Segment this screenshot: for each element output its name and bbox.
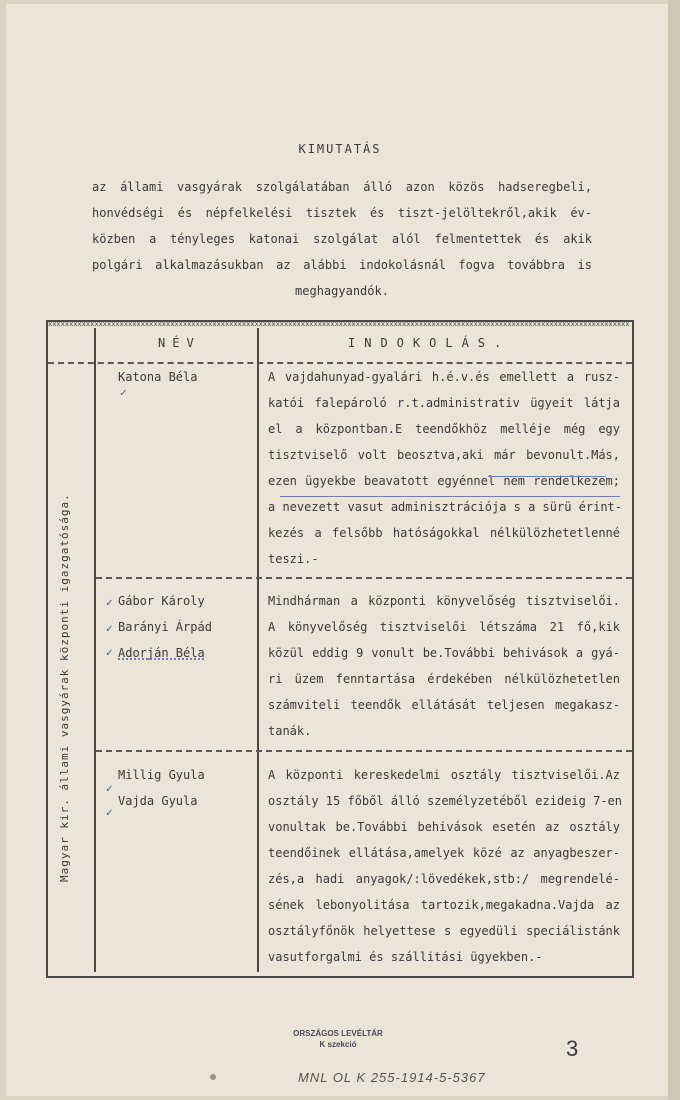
stamp-line: K szekció bbox=[319, 1040, 357, 1049]
row-names bbox=[118, 766, 205, 818]
punch-hole bbox=[210, 1074, 216, 1080]
row-separator bbox=[96, 577, 632, 579]
intro-line: meghagyandók. bbox=[295, 284, 389, 298]
pencil-check-mark: ✓ bbox=[120, 386, 127, 399]
reason-line: teendőinek ellátása,amelyek közé az anyagbeszer- bbox=[268, 846, 620, 860]
reason-line: sének lebonyolitása tartozik,megakadna.Vajda az bbox=[268, 898, 620, 912]
reason-line: ezen ügyekbe beavatott egyénnel nem rendelkezem; bbox=[268, 474, 620, 488]
reason-line: számviteli teendők ellátását teljesen megakasz- bbox=[268, 698, 620, 712]
intro-line: az állami vasgyárak szolgálatában álló azon közös hadseregbeli, bbox=[92, 180, 592, 194]
page-number: 3 bbox=[566, 1036, 579, 1061]
reason-line: zés,a hadi anyagok/:lövedékek,stb:/ megrendelé- bbox=[268, 872, 620, 886]
stamp-line: ORSZÁGOS LEVÉLTÁR bbox=[293, 1029, 383, 1038]
side-label: Magyar kir. állami vasgyárak központi igazgatósága. bbox=[58, 493, 71, 882]
reason-line: A központi kereskedelmi osztály tisztviselői.Az bbox=[268, 768, 620, 782]
reason-line: teszi.- bbox=[268, 552, 319, 566]
table-header-row bbox=[48, 322, 632, 364]
reason-line: vonultak be.További behivások esetén az osztály bbox=[268, 820, 620, 834]
document-title: KIMUTATÁS bbox=[298, 142, 382, 156]
reason-line: kezés a felsőbb hatóságokkal nélkülözhetetlenné bbox=[268, 526, 620, 540]
column-divider bbox=[257, 328, 259, 972]
archive-stamp bbox=[268, 1028, 408, 1050]
pencil-check-mark: ✓ bbox=[106, 782, 113, 795]
intro-paragraph bbox=[92, 178, 592, 308]
reason-line: vasutforgalmi és szállitási ügyekben.- bbox=[268, 950, 543, 964]
sheet-edge bbox=[668, 0, 680, 1100]
reason-line: közül eddig 9 vonult be.További behivások a gyá- bbox=[268, 646, 620, 660]
officer-name: Vajda Gyula bbox=[118, 794, 198, 808]
header-reason: INDOKOLÁS. bbox=[348, 336, 511, 350]
intro-line: polgári alkalmazásukban az alábbi indokolásnál fogva továbbra is bbox=[92, 258, 592, 272]
reason-line: a nevezett vasut adminisztrációja s a sürü érint- bbox=[268, 500, 623, 514]
row-separator bbox=[96, 750, 632, 752]
reason-line: katói falepároló r.t.administrativ ügyeit látja bbox=[268, 396, 620, 410]
pencil-underline bbox=[118, 658, 204, 660]
reason-line: Mindhárman a központi könyvelőség tisztviselői. bbox=[268, 594, 620, 608]
reason-line: ri üzem fenntartása érdekében nélkülözhetetlen bbox=[268, 672, 620, 686]
row-reason bbox=[268, 766, 623, 974]
officers-table bbox=[46, 320, 634, 978]
pencil-check-mark: ✓ bbox=[106, 806, 113, 819]
reason-line: osztály 15 főből álló személyzetéből ezideig 7-en bbox=[268, 794, 623, 808]
pencil-check-mark: ✓ bbox=[106, 622, 113, 635]
pencil-underline bbox=[280, 496, 620, 497]
reason-line: el a központban.E teendőkhöz melléje még egy bbox=[268, 422, 620, 436]
officer-name: Adorján Béla bbox=[118, 646, 205, 660]
header-name: NÉV bbox=[158, 336, 201, 350]
reason-line: A könyvelőség tisztviselői létszáma 21 fő,kik bbox=[268, 620, 620, 634]
reason-line: A vajdahunyad-gyalári h.é.v.és emellett a rusz- bbox=[268, 370, 620, 384]
row-reason bbox=[268, 592, 620, 748]
pencil-check-mark: ✓ bbox=[106, 596, 113, 609]
row-names bbox=[118, 368, 197, 394]
reason-line: tanák. bbox=[268, 724, 312, 738]
officer-name: Barányi Árpád bbox=[118, 620, 212, 634]
archive-reference: MNL OL K 255-1914-5-5367 bbox=[298, 1070, 486, 1085]
officer-name: Millig Gyula bbox=[118, 768, 205, 782]
reason-line: tisztviselő volt beosztva,aki már bevonult.Más, bbox=[268, 448, 620, 462]
reason-line: osztályfőnök helyettese s egyedüli speciálistánk bbox=[268, 924, 620, 938]
column-divider bbox=[94, 328, 96, 972]
intro-line: honvédségi és népfelkelési tisztek és tiszt-jelöltekről,akik év- bbox=[92, 206, 592, 220]
intro-line: közben a tényleges katonai szolgálat alól felmentettek és akik bbox=[92, 232, 592, 246]
row-reason bbox=[268, 368, 623, 576]
officer-name: Katona Béla bbox=[118, 370, 198, 384]
pencil-underline bbox=[488, 476, 606, 477]
table-top-border: xxxxxxxxxxxxxxxxxxxxxxxxxxxxxxxxxxxxxxxxxxxxxxxxxxxxxxxxxxxxxxxxxxxxxxxxxxxxxxxxxxxxxxxxxxxxxxxxxxxxxxxxxxxxxxxxxxxxxxxxxxxxxxxxxxxxxxxxxx bbox=[48, 321, 630, 327]
officer-name: Gábor Károly bbox=[118, 594, 205, 608]
pencil-check-mark: ✓ bbox=[106, 646, 113, 659]
